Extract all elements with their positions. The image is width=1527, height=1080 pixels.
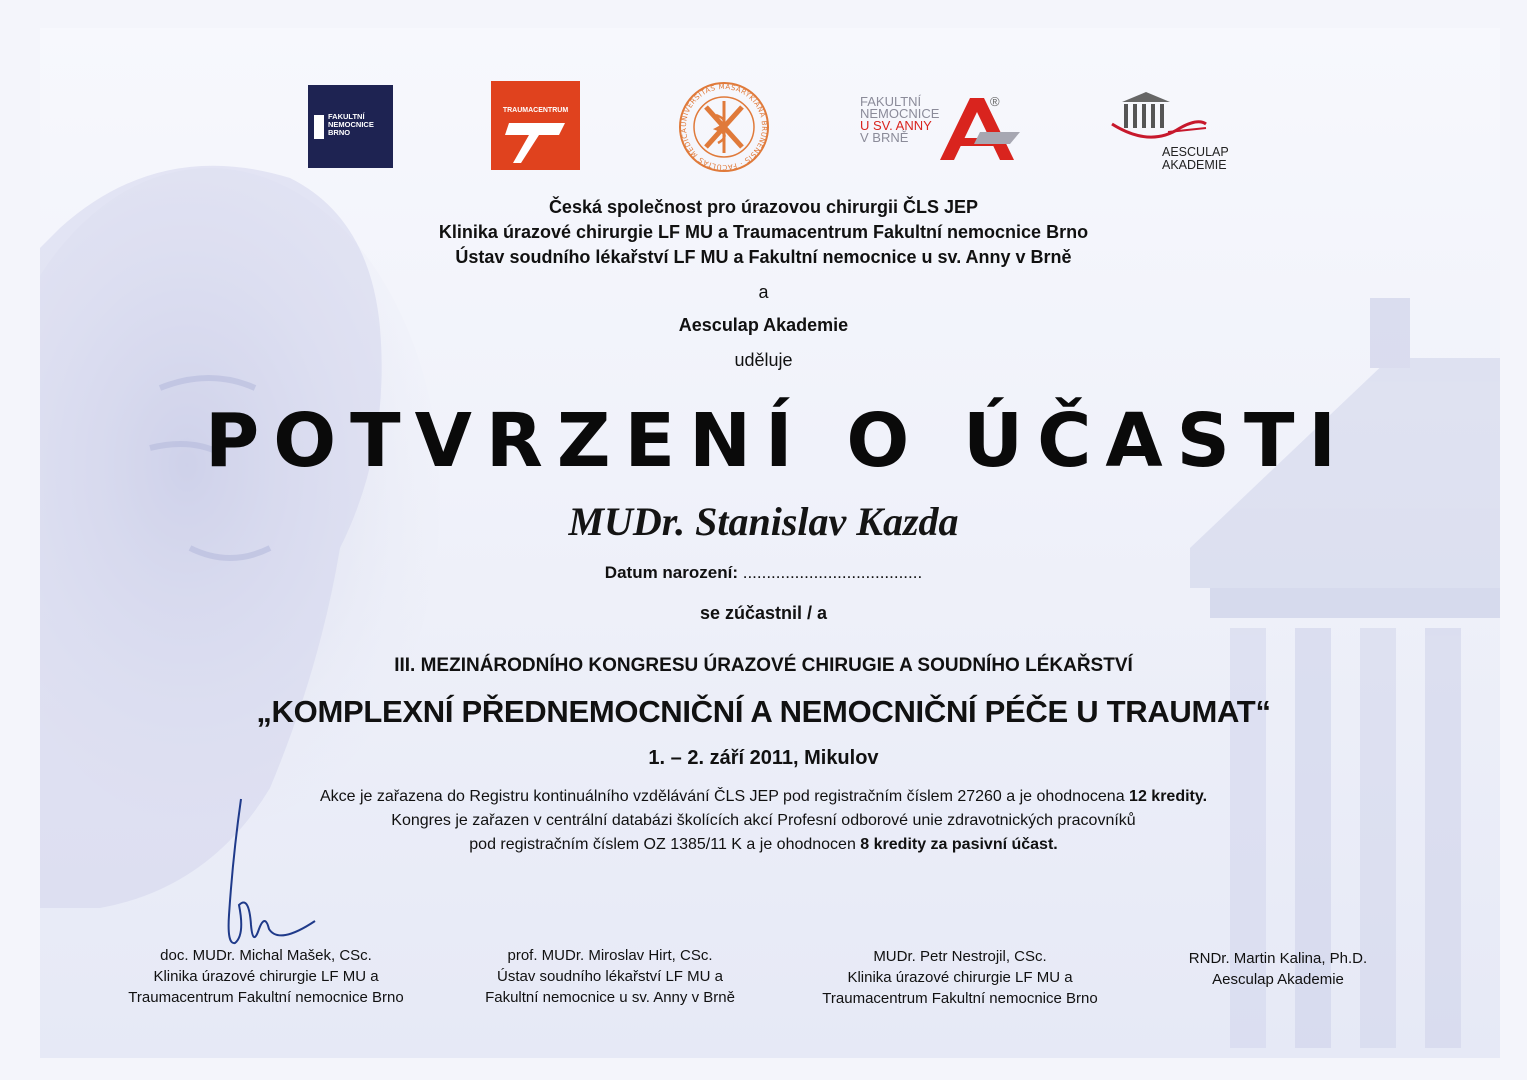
signatory-4	[1098, 948, 1458, 990]
signatory-1	[86, 945, 446, 1008]
signatory-affiliation: Aesculap Akademie	[1212, 971, 1344, 988]
signatory-name: MUDr. Petr Nestrojil, CSc.	[873, 948, 1047, 965]
fn-u-sv-anny-logo	[860, 96, 1025, 166]
fn-brno-logo-line: FAKULTNÍ	[328, 112, 365, 121]
note-1-bold: 12 kredity.	[1129, 788, 1208, 805]
anny-a-mark-icon	[860, 96, 1025, 166]
recipient-name: MUDr. Stanislav Kazda	[568, 499, 959, 544]
signatory-name: prof. MUDr. Miroslav Hirt, CSc.	[507, 947, 713, 964]
medical-faculty-seal-icon	[676, 79, 772, 175]
masaryk-seal-logo	[676, 79, 772, 175]
congress-subtitle: III. MEZINÁRODNÍHO KONGRESU ÚRAZOVÉ CHIRUGIE A SOUDNÍHO LÉKAŘSTVÍ	[394, 655, 1133, 676]
registered-mark: ®	[990, 94, 1000, 109]
signatory-affiliation: Klinika úrazové chirurgie LF MU a	[847, 969, 1073, 986]
aesculap-akademie-logo	[1110, 88, 1240, 174]
grants-text: uděluje	[734, 350, 793, 370]
signatory-affiliation: Traumacentrum Fakultní nemocnice Brno	[822, 990, 1098, 1007]
conjunction: a	[758, 282, 769, 302]
anny-logo-line: FAKULTNÍ	[860, 94, 922, 109]
signatory-name: RNDr. Martin Kalina, Ph.D.	[1188, 950, 1368, 967]
svg-text:UNIVERSITAS MASARYKIANA BRUNEN: UNIVERSITAS MASARYKIANA BRUNENSIS · FACULTAS MEDICA	[679, 82, 769, 172]
traumacentrum-t-icon	[491, 81, 580, 170]
fn-brno-logo-line: NEMOCNICE	[328, 120, 374, 129]
signatory-2	[430, 945, 790, 1008]
organizer-line: Česká společnost pro úrazovou chirurgii ČLS JEP	[548, 197, 979, 217]
signatory-affiliation: Ústav soudního lékařství LF MU a	[497, 968, 723, 985]
handwritten-signature	[215, 795, 345, 955]
note-3-text: pod registračním číslem OZ 1385/11 K a je ohodnocen	[469, 836, 861, 853]
anny-logo-line: U SV. ANNY	[860, 118, 932, 133]
aesculap-temple-icon	[1110, 88, 1240, 148]
signature-stroke	[229, 799, 315, 943]
anny-logo-line: NEMOCNICE	[860, 106, 940, 121]
birth-date-line	[0, 563, 1527, 583]
co-organizer: Aesculap Akademie	[678, 315, 849, 335]
certificate-title: POTVRZENÍ O ÚČASTI	[205, 398, 1350, 484]
signatory-name: doc. MUDr. Michal Mašek, CSc.	[160, 947, 372, 964]
traumacentrum-logo-text: TRAUMACENTRUM	[502, 107, 569, 114]
signatory-affiliation: Fakultní nemocnice u sv. Anny v Brně	[485, 989, 735, 1006]
traumacentrum-logo	[491, 81, 580, 170]
birth-date-label: Datum narození:	[604, 563, 738, 582]
aesculap-logo-line: AKADEMIE	[1162, 158, 1227, 172]
note-3-bold: 8 kredity za pasivní účast.	[860, 836, 1058, 853]
signatory-affiliation: Klinika úrazové chirurgie LF MU a	[153, 968, 379, 985]
fn-brno-mark-icon	[314, 115, 324, 139]
signatory-3	[780, 946, 1140, 1009]
fn-brno-logo	[308, 85, 393, 168]
aesculap-logo-line: AESCULAP	[1162, 145, 1229, 159]
congress-title: „KOMPLEXNÍ PŘEDNEMOCNIČNÍ A NEMOCNIČNÍ PÉČE U TRAUMAT“	[256, 694, 1271, 729]
organizer-line: Ústav soudního lékařství LF MU a Fakultní nemocnice u sv. Anny v Brně	[455, 247, 1072, 267]
organizer-line: Klinika úrazové chirurgie LF MU a Traumacentrum Fakultní nemocnice Brno	[438, 222, 1089, 242]
event-date: 1. – 2. září 2011, Mikulov	[648, 747, 879, 769]
note-line-2: Kongres je zařazen v centrální databázi školících akcí Profesní odborové unie zdravotnických pracovníků	[391, 812, 1136, 829]
note-1-text: Akce je zařazena do Registru kontinuálního vzdělávání ČLS JEP pod registračním číslem 27260 a je ohodnocena	[319, 788, 1130, 805]
signatory-affiliation: Traumacentrum Fakultní nemocnice Brno	[128, 989, 404, 1006]
organizers-block	[0, 195, 1527, 270]
anny-logo-line: V BRNĚ	[860, 130, 909, 145]
birth-date-value: ......................................	[742, 563, 923, 582]
participated-text: se zúčastnil / a	[699, 603, 828, 623]
fn-brno-logo-line: BRNO	[328, 128, 351, 137]
